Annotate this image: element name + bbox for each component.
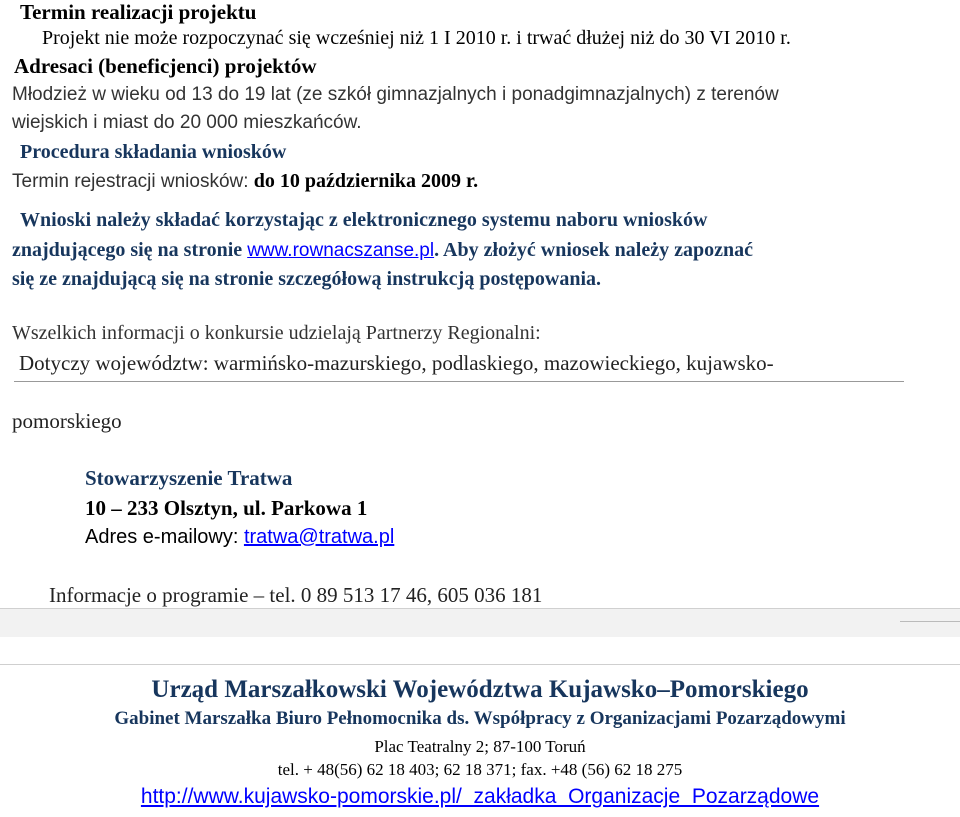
recipients-line-2: wiejskich i miast do 20 000 mieszkańców. xyxy=(12,112,362,133)
term-text: Projekt nie może rozpoczynać się wcześniej niż 1 I 2010 r. i trwać dłużej niż do 30 VI 2010 r. xyxy=(42,27,791,49)
procedure-para-line-2 xyxy=(12,239,753,262)
deadline-line xyxy=(12,170,478,193)
partners-intro: Wszelkich informacji o konkursie udzielają Partnerzy Regionalni: xyxy=(12,322,541,344)
footer-phones: tel. + 48(56) 62 18 403; 62 18 371; fax. +48 (56) 62 18 275 xyxy=(277,760,683,779)
deadline-value: do 10 października 2009 r. xyxy=(253,170,479,192)
org-address: 10 – 233 Olsztyn, ul. Parkowa 1 xyxy=(85,496,368,520)
footer-department: Gabinet Marszałka Biuro Pełnomocnika ds. Współpracy z Organizacjami Pozarządowymi xyxy=(114,708,846,729)
recipients-heading: Adresaci (beneficjenci) projektów xyxy=(14,54,317,78)
voivodeships-divider xyxy=(14,381,904,382)
procedure-para-line-2-suffix: . Aby złożyć wniosek należy zapoznać xyxy=(434,239,753,261)
phone-info: Informacje o programie – tel. 0 89 513 17 46, 605 036 181 xyxy=(49,583,543,607)
procedure-para-line-3: się ze znajdującą się na stronie szczegółową instrukcją postępowania. xyxy=(12,268,602,290)
deadline-prefix: Termin rejestracji wniosków: xyxy=(12,171,254,192)
procedure-para-line-2-prefix: znajdującego się na stronie xyxy=(12,239,248,261)
band-rule xyxy=(900,621,960,622)
term-heading: Termin realizacji projektu xyxy=(20,0,257,24)
shaded-band xyxy=(0,608,960,637)
voivodeships-line-1: Dotyczy województw: warmińsko-mazurskiego, podlaskiego, mazowieckiego, kujawsko- xyxy=(19,351,774,375)
rownacszanse-link[interactable]: www.rownacszanse.pl xyxy=(247,240,435,261)
org-name: Stowarzyszenie Tratwa xyxy=(85,466,293,490)
procedure-para-line-1: Wnioski należy składać korzystając z elektronicznego systemu naboru wniosków xyxy=(20,209,708,231)
footer-divider xyxy=(0,664,960,665)
email-label: Adres e-mailowy: xyxy=(85,526,244,548)
email-link[interactable]: tratwa@tratwa.pl xyxy=(243,526,395,548)
voivodeships-line-2: pomorskiego xyxy=(12,409,122,433)
footer-website-link[interactable]: http://www.kujawsko-pomorskie.pl/_zakładka_Organizacje_Pozarządowe xyxy=(140,785,820,808)
procedure-heading: Procedura składania wniosków xyxy=(20,141,287,163)
footer-address: Plac Teatralny 2; 87-100 Toruń xyxy=(374,737,586,756)
email-line xyxy=(85,526,394,549)
recipients-line-1: Młodzież w wieku od 13 do 19 lat (ze szkół gimnazjalnych i ponadgimnazjalnych) z terenów xyxy=(12,84,779,105)
footer-office: Urząd Marszałkowski Województwa Kujawsko–Pomorskiego xyxy=(151,676,809,703)
